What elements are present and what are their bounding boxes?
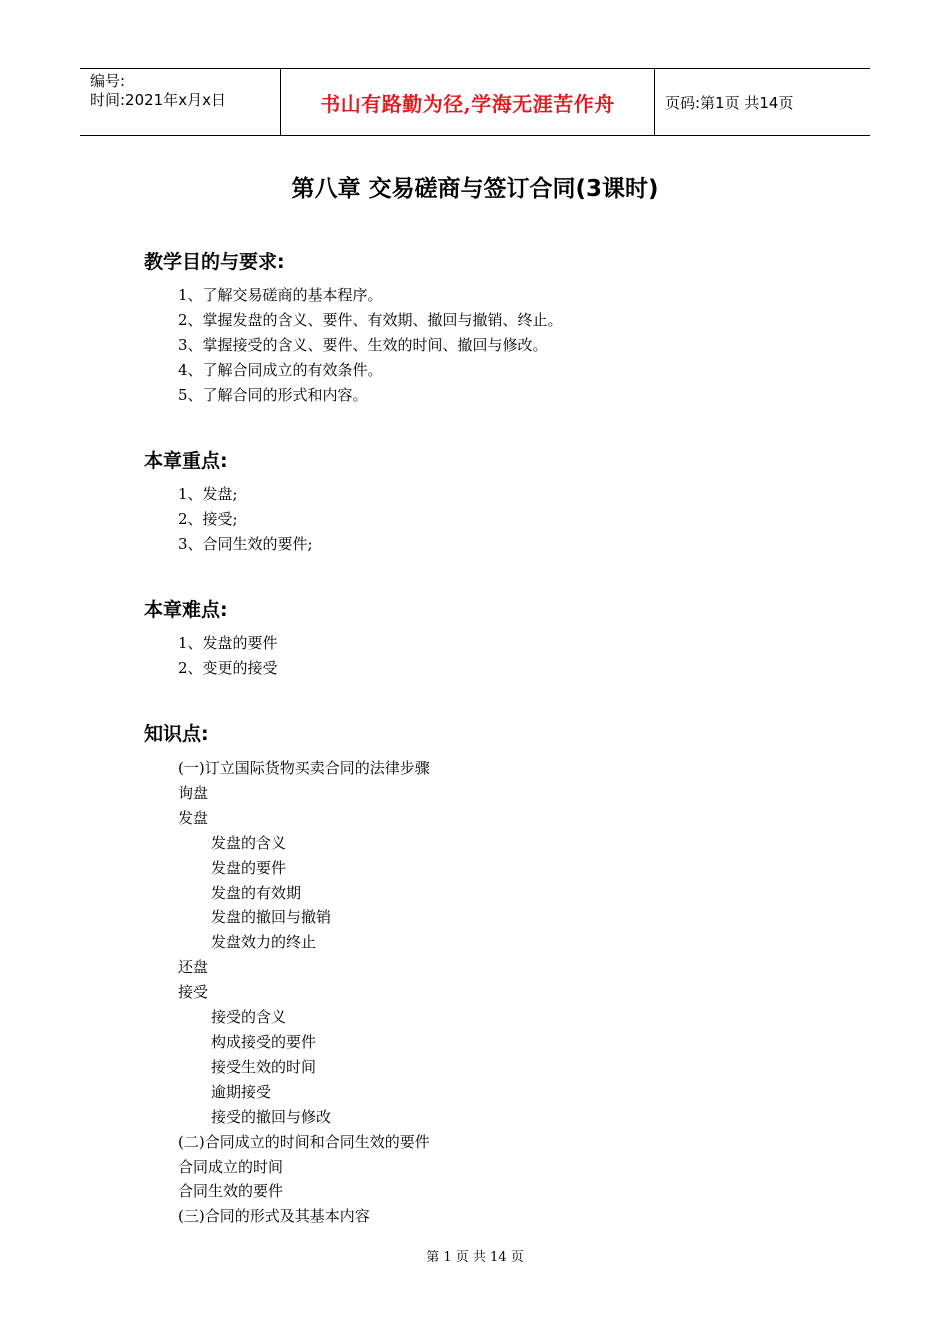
list-item: 5、了解合同的形式和内容。: [178, 385, 368, 404]
difficulties-list: [178, 631, 278, 681]
list-item: 接受的撤回与修改: [211, 1107, 332, 1126]
list-item: 合同成立的时间: [178, 1157, 284, 1176]
list-item: 1、发盘;: [178, 485, 238, 503]
list-item: 发盘的撤回与撤销: [211, 908, 332, 927]
list-item: 2、变更的接受: [178, 658, 278, 677]
page-footer: 第 1 页 共 14 页: [426, 1250, 524, 1265]
list-item: 1、了解交易磋商的基本程序。: [178, 286, 383, 304]
list-item: 询盘: [178, 783, 209, 802]
difficulties-heading: 本章难点:: [144, 599, 228, 621]
objectives-heading: 教学目的与要求:: [144, 251, 285, 273]
knowledge-list: [178, 756, 430, 1229]
list-item: 发盘效力的终止: [211, 933, 317, 952]
list-item: 3、掌握接受的含义、要件、生效的时间、撤回与修改。: [178, 335, 548, 354]
list-item: (三)合同的形式及其基本内容: [178, 1207, 370, 1226]
page-header: [80, 68, 870, 136]
header-motto: 书山有路勤为径,学海无涯苦作舟: [281, 69, 655, 135]
number-label: 编号:: [90, 72, 126, 90]
list-item: 接受的含义: [211, 1008, 287, 1027]
list-item: 4、了解合同成立的有效条件。: [178, 360, 383, 379]
objectives-list: [178, 283, 563, 408]
list-item: (一)订立国际货物买卖合同的法律步骤: [178, 759, 430, 777]
knowledge-heading: 知识点:: [144, 723, 209, 745]
list-item: 2、接受;: [178, 509, 238, 528]
list-item: 3、合同生效的要件;: [178, 534, 313, 553]
list-item: 发盘的要件: [211, 858, 287, 877]
header-page-info: 页码:第1页 共14页: [665, 93, 794, 112]
list-item: 接受: [178, 983, 209, 1002]
list-item: 发盘的有效期: [211, 883, 302, 902]
list-item: 接受生效的时间: [211, 1057, 317, 1076]
list-item: 2、掌握发盘的含义、要件、有效期、撤回与撤销、终止。: [178, 310, 563, 329]
list-item: 合同生效的要件: [178, 1182, 284, 1201]
chapter-title: 第八章 交易磋商与签订合同(3课时): [291, 176, 659, 202]
key-points-heading: 本章重点:: [144, 450, 228, 472]
key-points-list: [178, 482, 313, 557]
list-item: 发盘的含义: [211, 833, 287, 852]
list-item: 构成接受的要件: [211, 1032, 317, 1051]
list-item: 发盘: [178, 808, 209, 827]
list-item: 逾期接受: [211, 1082, 272, 1101]
time-label: 时间:2021年x月x日: [90, 91, 226, 109]
list-item: (二)合同成立的时间和合同生效的要件: [178, 1132, 430, 1151]
list-item: 1、发盘的要件: [178, 634, 278, 652]
list-item: 还盘: [178, 958, 209, 977]
header-meta: [80, 69, 281, 135]
